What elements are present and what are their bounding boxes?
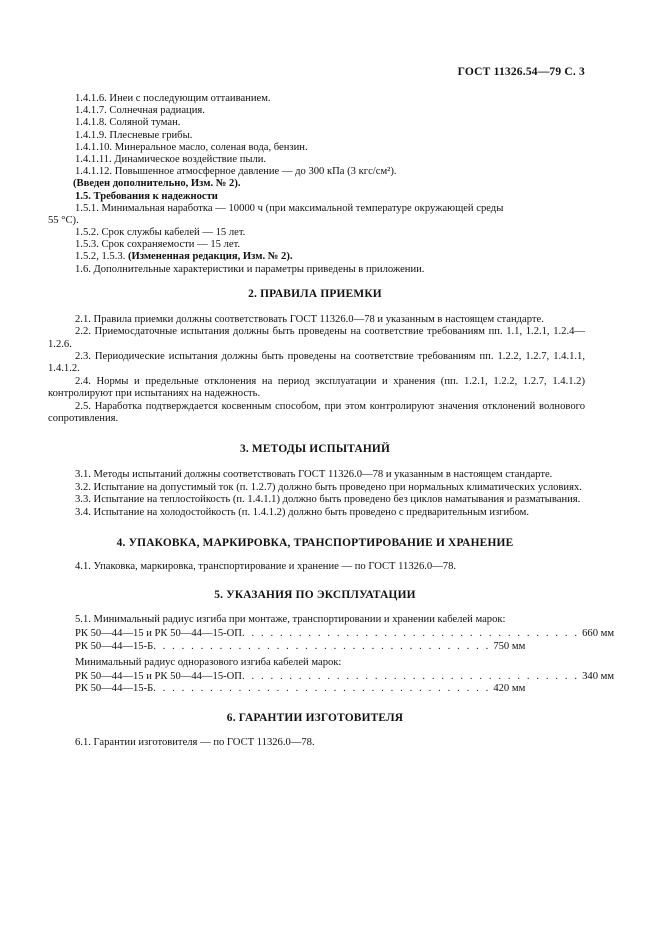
para-2-3: 2.3. Периодические испытания должны быть проведены на соответствие требованиям пп. 1.2.2, 1.2.7, 1.4.1.1, 1.4.1.2. xyxy=(48,351,585,375)
para-2-4: 2.4. Нормы и предельные отклонения на период эксплуатации и хранения (пп. 1.2.1, 1.2.2, 1.2.7, 1.4.1.2) контролируют при испытаниях на надежность. xyxy=(48,375,585,400)
item-1-5-1: 1.5.1. Минимальная наработка — 10000 ч (при максимальной температуре окружающей среды xyxy=(75,202,504,214)
section-5-heading: 5. УКАЗАНИЯ ПО ЭКСПЛУАТАЦИИ xyxy=(214,589,416,602)
item-1-5-2: 1.5.2. Срок службы кабелей — 15 лет. xyxy=(75,227,246,239)
cable-mark: РК 50—44—15-Б xyxy=(75,683,154,695)
para-3-3: 3.3. Испытание на теплостойкость (п. 1.4.1.1) должно быть проведено без циклов наматывания и разматывания. xyxy=(75,494,581,506)
section-6-heading: 6. ГАРАНТИИ ИЗГОТОВИТЕЛЯ xyxy=(226,711,404,724)
reliability-heading: 1.5. Требования к надежности xyxy=(75,190,218,202)
leader-dots: . . . . . . . . . . . . . . . . . . . . . . . . . . . . . . . . . . . . xyxy=(153,640,491,652)
para-3-2: 3.2. Испытание на допустимый ток (п. 1.2.7) должно быть проведено при нормальных климатических условиях. xyxy=(75,481,582,493)
item-1-5-3: 1.5.3. Срок сохраняемости — 15 лет. xyxy=(75,239,241,251)
item-1-4-1-10: 1.4.1.10. Минеральное масло, соленая вода, бензин. xyxy=(75,141,308,153)
document-body xyxy=(48,93,615,749)
section-2-body xyxy=(48,314,585,426)
list-item xyxy=(75,628,615,640)
item-1-4-1-8: 1.4.1.8. Соляной туман. xyxy=(75,117,181,129)
sec1-list xyxy=(75,93,585,178)
item-1-4-1-7: 1.4.1.7. Солнечная радиация. xyxy=(75,105,205,117)
item-1-5-1-cont: 55 °С). xyxy=(48,214,79,226)
radius-value: 750 мм xyxy=(493,640,526,652)
cable-mark: РК 50—44—15-Б xyxy=(75,640,154,652)
list-item xyxy=(75,671,615,683)
item-1-4-1-11: 1.4.1.11. Динамическое воздействие пыли. xyxy=(75,153,267,165)
list-item xyxy=(75,640,526,653)
radius-value: 340 мм xyxy=(582,671,615,683)
section-4-heading: 4. УПАКОВКА, МАРКИРОВКА, ТРАНСПОРТИРОВАНИЕ И ХРАНЕНИЕ xyxy=(116,537,514,550)
bend-radius-list-2 xyxy=(75,671,615,696)
cable-mark: РК 50—44—15 и РК 50—44—15-ОП xyxy=(75,628,242,640)
leader-dots: . . . . . . . . . . . . . . . . . . . . . . . . . . . . . . . . . . . . xyxy=(241,628,580,640)
para-3-4: 3.4. Испытание на холодостойкость (п. 1.4.1.2) должно быть проведено с предварительным изгибом. xyxy=(75,506,530,518)
para-6-1: 6.1. Гарантии изготовителя — по ГОСТ 11326.0—78. xyxy=(75,736,315,748)
item-1-5-x xyxy=(75,251,585,263)
cable-mark: РК 50—44—15 и РК 50—44—15-ОП xyxy=(75,671,242,683)
para-single-bend: Минимальный радиус одноразового изгиба кабелей марок: xyxy=(75,657,342,669)
item-1-6: 1.6. Дополнительные характеристики и параметры приведены в приложении. xyxy=(75,263,425,275)
item-1-4-1-12: 1.4.1.12. Повышенное атмосферное давление — до 300 кПа (3 кгс/см²). xyxy=(75,166,397,178)
para-2-5: 2.5. Наработка подтверждается косвенным способом, при этом контролируют значения отклонений волнового сопротивления. xyxy=(48,400,585,425)
para-3-1: 3.1. Методы испытаний должны соответствовать ГОСТ 11326.0—78 и указанным в настоящем стандарте. xyxy=(75,469,553,481)
leader-dots: . . . . . . . . . . . . . . . . . . . . . . . . . . . . . . . . . . . . xyxy=(241,671,580,683)
item-1-4-1-6: 1.4.1.6. Инеи с последующим оттаиванием. xyxy=(75,93,271,104)
para-4-1: 4.1. Упаковка, маркировка, транспортирование и хранение — по ГОСТ 11326.0—78. xyxy=(75,561,457,573)
radius-value: 660 мм xyxy=(582,628,615,640)
para-5-1: 5.1. Минимальный радиус изгиба при монтаже, транспортировании и хранении кабелей марок: xyxy=(75,614,506,626)
para-2-2: 2.2. Приемосдаточные испытания должны быть проведены на соответствие требованиям пп. 1.1, 1.2.1, 1.2.4—1.2.6. xyxy=(48,326,585,350)
list-item xyxy=(75,683,526,695)
section-3-body xyxy=(48,469,585,519)
amendment-note: (Введен дополнительно, Изм. № 2). xyxy=(73,178,241,190)
leader-dots: . . . . . . . . . . . . . . . . . . . . . . . . . . . . . . . . . . . . xyxy=(153,683,491,695)
page-header: ГОСТ 11326.54—79 С. 3 xyxy=(457,66,585,78)
section-3-heading: 3. МЕТОДЫ ИСПЫТАНИЙ xyxy=(239,443,391,456)
item-1-5-x-prefix: 1.5.2, 1.5.3. xyxy=(75,251,128,263)
section-2-heading: 2. ПРАВИЛА ПРИЕМКИ xyxy=(248,287,382,300)
bend-radius-list-1 xyxy=(75,628,615,653)
item-1-5-x-note: (Измененная редакция, Изм. № 2). xyxy=(127,251,293,263)
para-2-1: 2.1. Правила приемки должны соответствовать ГОСТ 11326.0—78 и указанным в настоящем стандарте. xyxy=(75,313,544,325)
item-1-4-1-9: 1.4.1.9. Плесневые грибы. xyxy=(75,129,193,141)
radius-value: 420 мм xyxy=(493,683,526,695)
